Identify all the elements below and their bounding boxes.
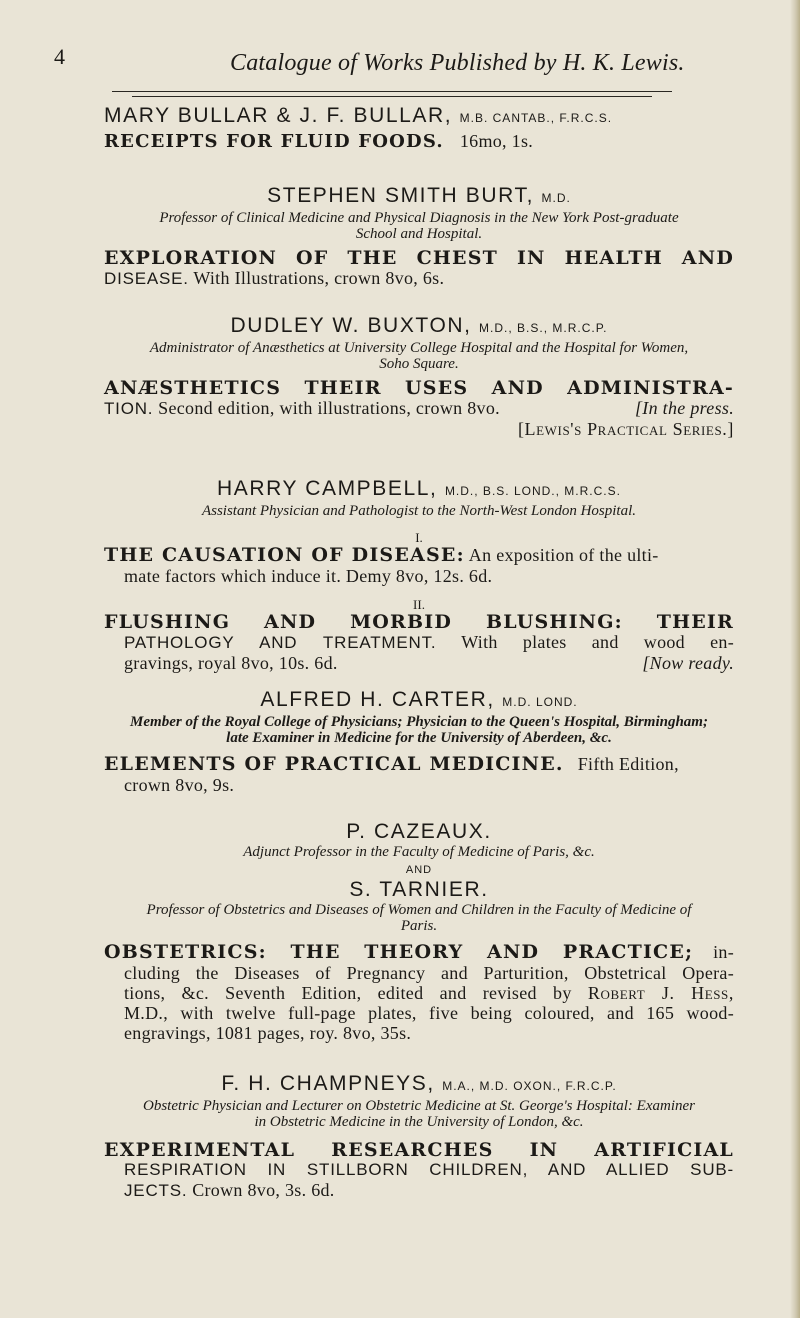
author-heading: MARY BULLAR & J. F. BULLAR, M.B. CANTAB., F.R.C.S. — [104, 104, 613, 127]
book-title: ELEMENTS OF PRACTICAL MEDICINE. — [104, 753, 564, 775]
editor-name: Robert J. Hess, — [587, 983, 734, 1003]
book-title: FLUSHING AND MORBID BLUSHING: THEIR — [104, 611, 734, 633]
book-description: cluding the Diseases of Pregnancy and Parturition, Obstetrical Opera- — [124, 963, 734, 983]
book-title: OBSTETRICS: THE THEORY AND PRACTICE; — [104, 941, 694, 963]
author-heading: P. CAZEAUX. — [346, 820, 492, 843]
author-position: Paris. — [400, 918, 438, 934]
and-word: AND — [405, 864, 433, 876]
book-description: gravings, royal 8vo, 10s. 6d. [Now ready. — [124, 653, 734, 673]
author-position: Obstetric Physician and Lecturer on Obstetric Medicine at St. George's Hospital: Examiner — [143, 1098, 695, 1114]
book-description: PATHOLOGY AND TREATMENT. With plates and wood en- — [124, 632, 734, 652]
running-head: Catalogue of Works Published by H. K. Lewis. — [230, 50, 685, 76]
part-numeral: I. — [415, 530, 423, 545]
page-number: 4 — [54, 44, 65, 69]
author-position: in Obstetric Medicine in the University of London, &c. — [254, 1114, 584, 1130]
book-description: DISEASE. With Illustrations, crown 8vo, 6s. — [104, 268, 445, 288]
book-description: engravings, 1081 pages, roy. 8vo, 35s. — [124, 1023, 412, 1043]
entry-bullar — [104, 104, 734, 152]
book-description: mate factors which induce it. Demy 8vo, 12s. 6d. — [124, 566, 493, 586]
author-position: Adjunct Professor in the Faculty of Medicine of Paris, &c. — [243, 844, 595, 860]
book-description: TION. Second edition, with illustrations, crown 8vo. [In the press. — [104, 398, 734, 418]
title-line — [104, 131, 734, 152]
book-title-continued: RESPIRATION IN STILLBORN CHILDREN, AND ALLIED SUB- — [124, 1160, 734, 1179]
book-title: THE CAUSATION OF DISEASE: — [104, 544, 465, 566]
entry-cazeaux — [104, 820, 734, 1043]
header-rule — [112, 91, 672, 92]
author-heading: S. TARNIER. — [349, 878, 489, 901]
book-description: An exposition of the ulti- — [468, 545, 659, 565]
author-position: Member of the Royal College of Physicians; Physician to the Queen's Hospital, Birmingham; — [130, 714, 708, 730]
title-line — [104, 754, 734, 775]
author-heading: DUDLEY W. BUXTON, M.D., B.S., M.R.C.P. — [230, 314, 608, 337]
author-heading: HARRY CAMPBELL, M.D., B.S. LOND., M.R.C.S. — [217, 477, 621, 500]
entry-campbell — [104, 477, 734, 673]
author-position: Professor of Obstetrics and Diseases of Women and Children in the Faculty of Medicine of — [146, 902, 692, 918]
author-position: late Examiner in Medicine for the University of Aberdeen, &c. — [226, 730, 612, 746]
page-edge — [790, 0, 800, 1318]
book-title: ANÆSTHETICS THEIR USES AND ADMINISTRA- — [104, 377, 734, 399]
entry-carter — [104, 688, 734, 795]
author-position: Assistant Physician and Pathologist to the North-West London Hospital. — [201, 503, 637, 519]
entry-champneys — [104, 1072, 734, 1201]
book-description: JECTS. Crown 8vo, 3s. 6d. — [124, 1180, 335, 1200]
publication-status: [Now ready. — [642, 653, 734, 673]
author-heading: ALFRED H. CARTER, M.D. LOND. — [260, 688, 578, 711]
book-description: M.D., with twelve full-page plates, five being coloured, and 165 wood- — [124, 1003, 734, 1023]
author-heading: F. H. CHAMPNEYS, M.A., M.D. OXON., F.R.C.P. — [221, 1072, 617, 1095]
book-title: EXPERIMENTAL RESEARCHES IN ARTIFICIAL — [104, 1139, 734, 1161]
series-note: [Lewis's Practical Series.] — [517, 419, 734, 439]
title-line — [104, 545, 734, 566]
entry-buxton — [104, 314, 734, 439]
author-position: Soho Square. — [379, 356, 459, 372]
book-title: RECEIPTS FOR FLUID FOODS. — [104, 131, 444, 152]
book-description: crown 8vo, 9s. — [124, 775, 235, 795]
book-description: Fifth Edition, — [577, 754, 679, 774]
book-description: tions, &c. Seventh Edition, edited and revised by Robert J. Hess, — [124, 983, 734, 1003]
publication-status: [In the press. — [634, 398, 734, 418]
author-position: Administrator of Anæsthetics at University College Hospital and the Hospital for Women, — [149, 340, 689, 356]
entry-burt — [104, 184, 734, 289]
book-title: EXPLORATION OF THE CHEST IN HEALTH AND — [104, 247, 734, 269]
header-rule-thin — [132, 96, 652, 97]
part-numeral: II. — [413, 597, 425, 612]
title-line: OBSTETRICS: THE THEORY AND PRACTICE; in- — [104, 941, 735, 963]
author-position: Professor of Clinical Medicine and Physical Diagnosis in the New York Post-graduate — [159, 210, 679, 226]
author-position: School and Hospital. — [355, 226, 483, 242]
author-heading: STEPHEN SMITH BURT, M.D. — [267, 184, 571, 207]
book-description: 16mo, 1s. — [459, 131, 534, 151]
